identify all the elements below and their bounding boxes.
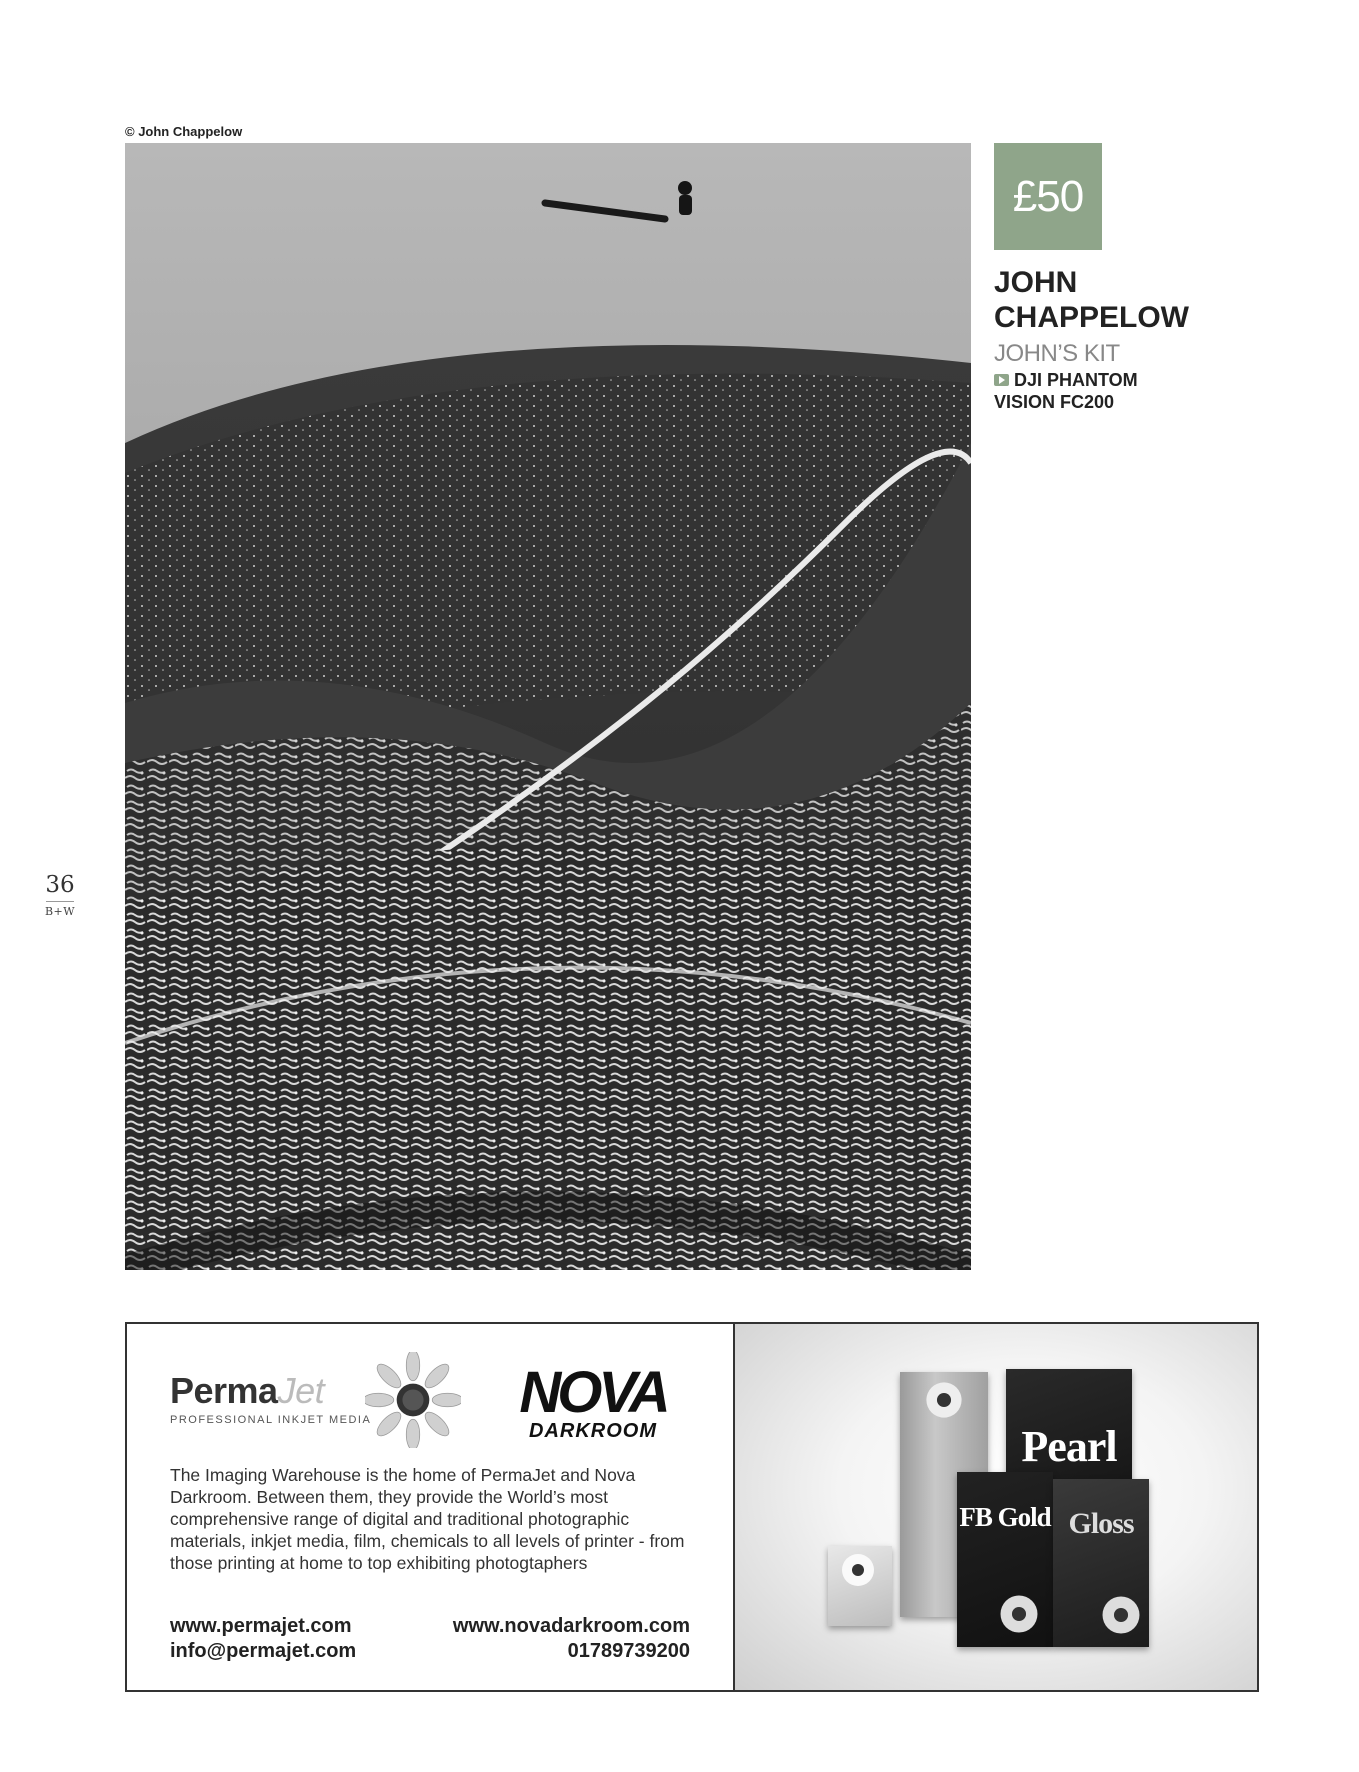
aerial-beach-photo [125,143,971,1270]
sunflower-icon [922,1378,966,1422]
page-folio [44,872,76,918]
beach-photo-illustration [125,143,971,1270]
fbgold-label: FB Gold [959,1502,1051,1532]
sunflower-icon [838,1550,878,1590]
pearl-label: Pearl [1021,1422,1117,1471]
sunflower-icon [997,1592,1041,1636]
play-triangle-icon [994,374,1009,386]
permajet-email-link[interactable]: info@permajet.com [170,1640,357,1662]
permajet-logo [170,1370,371,1426]
small-sample-box [828,1546,892,1626]
kit-item-line2: VISION FC200 [994,392,1115,412]
folio-divider [46,901,74,902]
kit-heading: JOHN’S KIT [994,340,1120,367]
advertisement [125,1322,1259,1692]
prize-badge: £50 [994,143,1102,250]
permajet-website-link[interactable]: www.permajet.com [170,1615,352,1637]
permajet-tagline: PROFESSIONAL INKJET MEDIA [170,1414,372,1426]
sunflower-icon [1099,1593,1143,1637]
nova-darkroom-logo [505,1360,681,1443]
permajet-contacts [170,1614,356,1664]
nova-phone-number: 01789739200 [567,1640,690,1662]
sunflower-icon [365,1352,461,1448]
fbgold-paper-box [957,1472,1053,1647]
nova-logo-subtitle: DARKROOM [529,1420,657,1442]
photo-credit: © John Chappelow [125,124,243,139]
photographer-last-name: CHAPPELOW [994,301,1189,334]
advert-text-panel [127,1324,733,1690]
advert-product-image [735,1324,1257,1690]
kit-item [994,369,1214,413]
photographer-first-name: JOHN [994,266,1078,299]
gloss-paper-box [1053,1479,1149,1647]
permajet-logo-main: Perma [170,1370,278,1411]
photographer-name [994,265,1244,335]
page-number: 36 [45,872,75,898]
nova-website-link[interactable]: www.novadarkroom.com [452,1615,690,1637]
magazine-mark: B+W [44,905,76,918]
advert-body-text: The Imaging Warehouse is the home of PermaJet and Nova Darkroom. Between them, they provide the World’s most comprehensive range of digital and traditional photographic materials, inkjet media, film, chemicals to all levels of printer - from those printing at home to top exhibiting photogtaphers [170,1465,685,1573]
nova-contacts [453,1614,690,1664]
gloss-label: Gloss [1068,1507,1134,1540]
nova-logo-word: NOVA [519,1360,667,1425]
kit-item-line1: DJI PHANTOM [1014,370,1138,390]
permajet-logo-accent: Jet [277,1370,325,1411]
